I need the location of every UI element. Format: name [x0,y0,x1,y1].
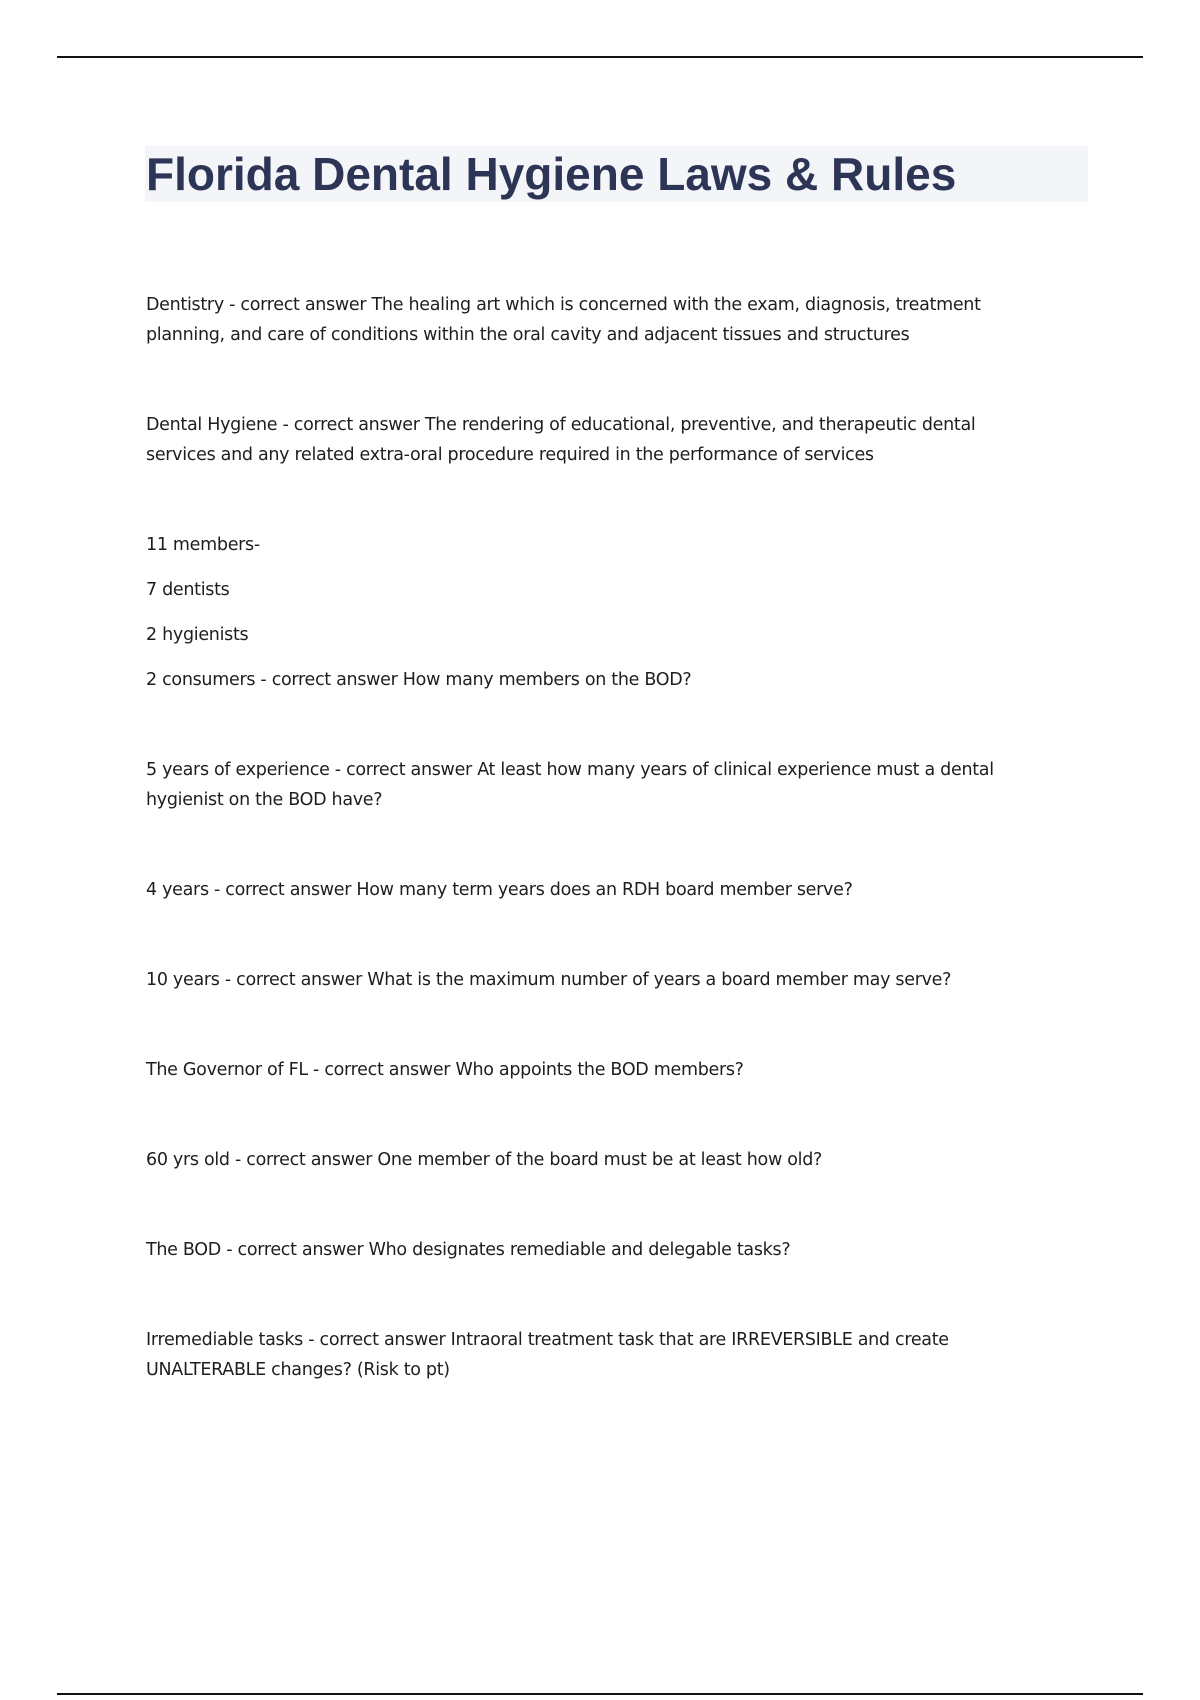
entry-text: The Governor of FL - correct answer Who appoints the BOD members? [146,1060,744,1080]
flashcard-entry [146,965,1046,995]
entry-text: Dentistry - correct answer The healing art which is concerned with the exam, diagnosis, treatment planning, and care of conditions within the oral cavity and adjacent tissues and structures [146,295,981,345]
flashcard-entry [146,1325,1046,1385]
entry-text: The BOD - correct answer Who designates remediable and delegable tasks? [146,1240,791,1260]
entry-text: 4 years - correct answer How many term years does an RDH board member serve? [146,880,853,900]
entry-text: 60 yrs old - correct answer One member of the board must be at least how old? [146,1150,822,1170]
entry-line: 2 consumers - correct answer How many members on the BOD? [146,670,692,690]
entry-line: 11 members- [146,535,260,555]
bottom-rule [57,1693,1143,1695]
entry-text: 5 years of experience - correct answer At least how many years of clinical experience must a dental hygienist on the BOD have? [146,760,994,810]
flashcard-entry [146,1055,1046,1085]
document-body [146,290,1046,1445]
flashcard-entry [146,530,1046,695]
entry-text: 10 years - correct answer What is the maximum number of years a board member may serve? [146,970,952,990]
flashcard-entry [146,1235,1046,1265]
entry-line: 2 hygienists [146,625,249,645]
entry-text: Irremediable tasks - correct answer Intraoral treatment task that are IRREVERSIBLE and create UNALTERABLE changes? (Risk to pt) [146,1330,949,1380]
flashcard-entry [146,1145,1046,1175]
flashcard-entry [146,755,1046,815]
flashcard-entry [146,875,1046,905]
document-title: Florida Dental Hygiene Laws & Rules [146,148,957,200]
entry-line: 7 dentists [146,580,230,600]
entry-text: Dental Hygiene - correct answer The rendering of educational, preventive, and therapeutic dental services and any related extra-oral procedure required in the performance of services [146,415,976,465]
top-rule [57,56,1143,58]
flashcard-entry [146,290,1046,350]
flashcard-entry [146,410,1046,470]
